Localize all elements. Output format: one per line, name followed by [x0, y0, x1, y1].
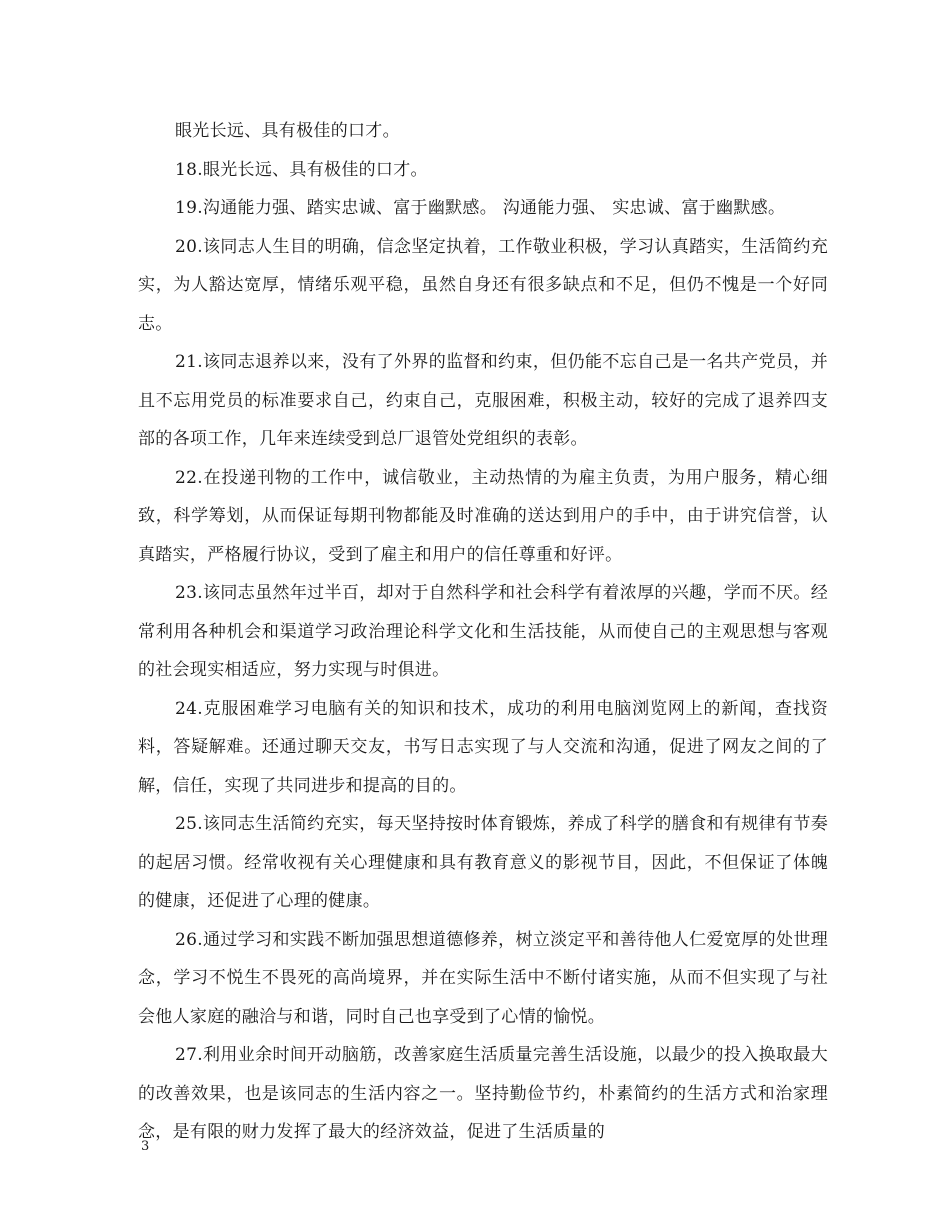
- paragraph-19: 19.沟通能力强、踏实忠诚、富于幽默感。 沟通能力强、 实忠诚、富于幽默感。: [175, 198, 786, 218]
- paragraph-24: 24.克服困难学习电脑有关的知识和技术，成功的利用电脑浏览网上的新闻，查找资料，答疑解难。还通过聊天交友，书写日志实现了与人交流和沟通，促进了网友之间的了解，信任，实现了共同进步和提高的目的。: [138, 698, 828, 796]
- paragraph-20: 20.该同志人生目的明确，信念坚定执着，工作敬业积极，学习认真踏实，生活简约充实，为人豁达宽厚，情绪乐观平稳，虽然自身还有很多缺点和不足，但仍不愧是一个好同志。: [138, 236, 828, 334]
- paragraph-continuation: 眼光长远、具有极佳的口才。: [175, 121, 400, 141]
- page-number: 3: [141, 1139, 150, 1154]
- document-body: [138, 112, 828, 1152]
- paragraph-25: 25.该同志生活简约充实，每天坚持按时体育锻炼，养成了科学的膳食和有规律有节奏的起居习惯。经常收视有关心理健康和具有教育意义的影视节目，因此，不但保证了体魄的健康，还促进了心理的健康。: [138, 814, 828, 911]
- paragraph-22: 22.在投递刊物的工作中，诚信敬业，主动热情的为雇主负责，为用户服务，精心细致，科学筹划，从而保证每期刊物都能及时准确的送达到用户的手中，由于讲究信誉，认真踏实，严格履行协议，受到了雇主和用户的信任尊重和好评。: [138, 467, 828, 565]
- paragraph-18: 18.眼光长远、具有极佳的口才。: [175, 159, 428, 180]
- paragraph-27: 27.利用业余时间开动脑筋，改善家庭生活质量完善生活设施，以最少的投入换取最大的改善效果，也是该同志的生活内容之一。坚持勤俭节约，朴素简约的生活方式和治家理念，是有限的财力发挥了最大的经济效益，促进了生活质量的: [138, 1045, 828, 1142]
- paragraph-23: 23.该同志虽然年过半百，却对于自然科学和社会科学有着浓厚的兴趣，学而不厌。经常利用各种机会和渠道学习政治理论科学文化和生活技能，从而使自己的主观思想与客观的社会现实相适应，努力实现与时俱进。: [138, 583, 828, 680]
- paragraph-21: 21.该同志退养以来，没有了外界的监督和约束，但仍能不忘自己是一名共产党员，并且不忘用党员的标准要求自己，约束自己，克服困难，积极主动，较好的完成了退养四支部的各项工作，几年来连续受到总厂退管处党组织的表彰。: [138, 352, 828, 449]
- paragraph-26: 26.通过学习和实践不断加强思想道德修养，树立淡定平和善待他人仁爱宽厚的处世理念，学习不悦生不畏死的高尚境界，并在实际生活中不断付诸实施，从而不但实现了与社会他人家庭的融洽与和谐，同时自己也享受到了心情的愉悦。: [138, 929, 828, 1027]
